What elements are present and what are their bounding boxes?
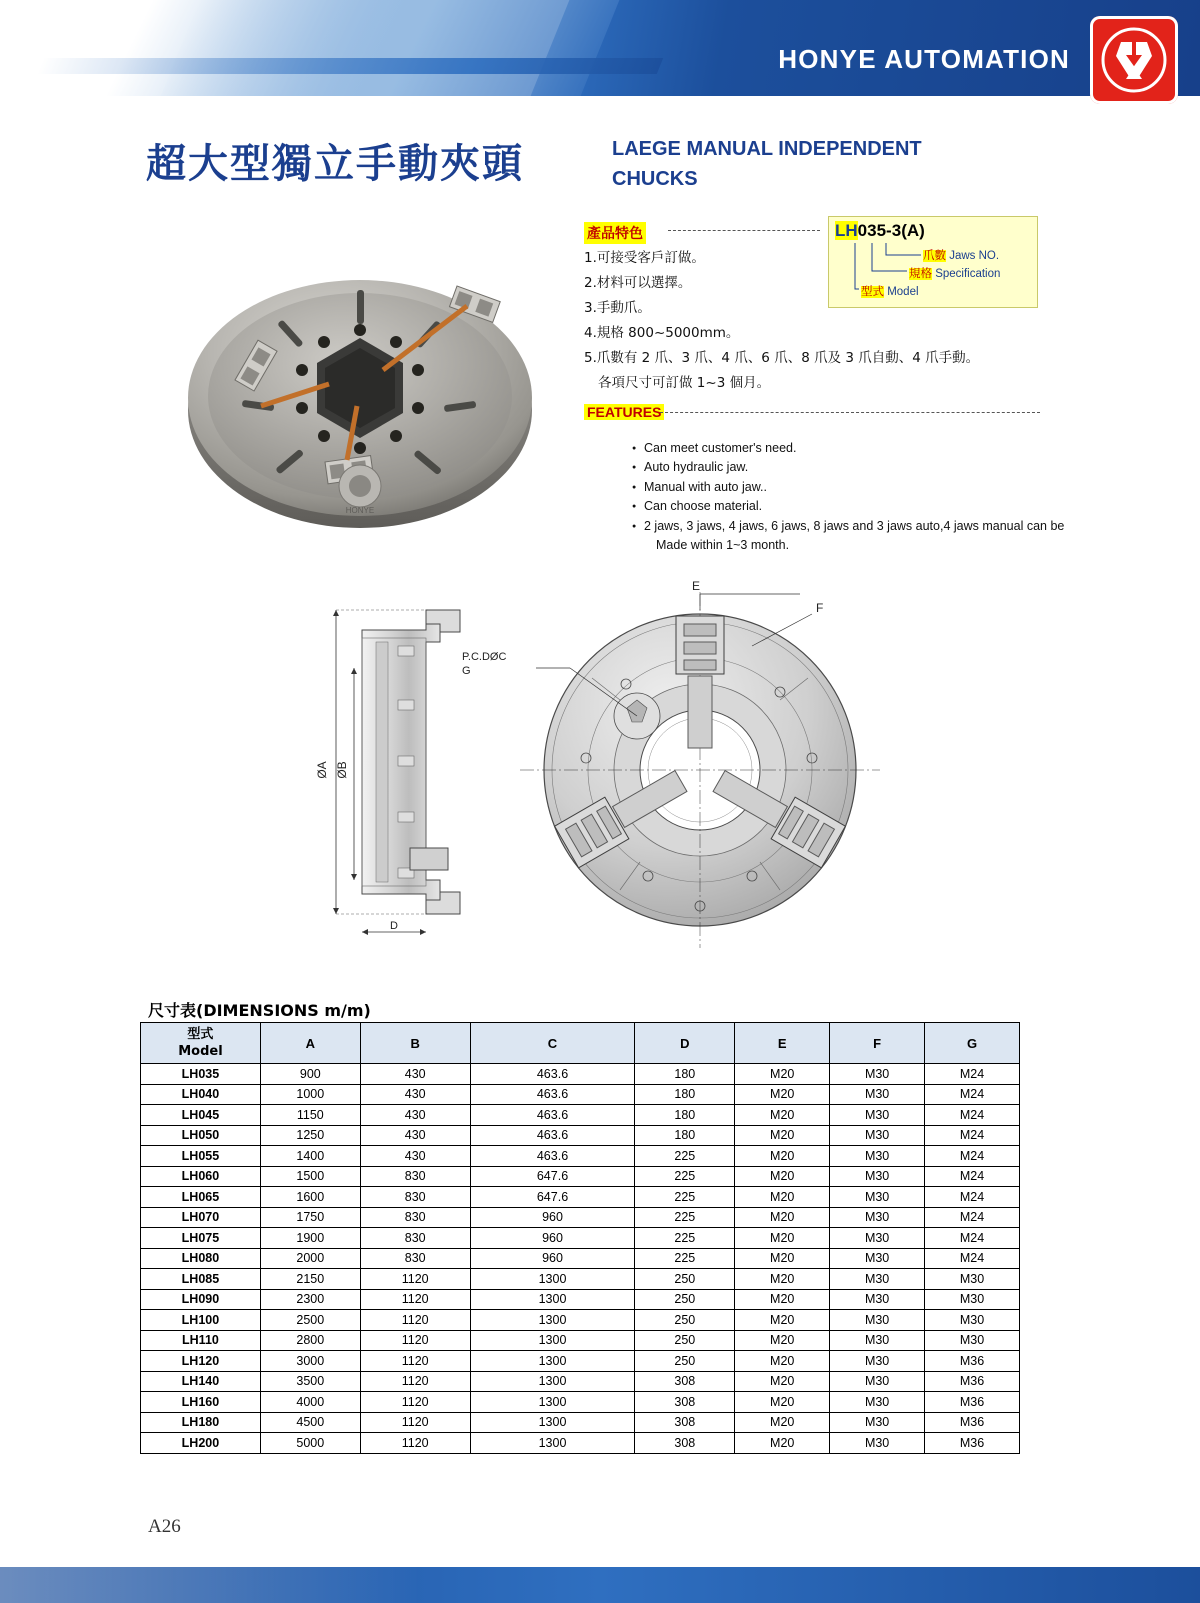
svg-text:F: F: [816, 601, 824, 615]
cell-g: M24: [925, 1228, 1020, 1249]
cell-e: M20: [735, 1146, 830, 1167]
cell-g: M24: [925, 1105, 1020, 1126]
cell-a: 2150: [260, 1269, 360, 1290]
callout-row-jaws: [923, 247, 999, 263]
table-row: [141, 1269, 1020, 1290]
table-header-row: [141, 1023, 1020, 1064]
product-photo: [175, 230, 545, 540]
cell-b: 430: [360, 1146, 470, 1167]
callout-row-spec-en: Specification: [935, 268, 1001, 280]
cell-d: 250: [635, 1330, 735, 1351]
page-title-english: [612, 134, 1032, 194]
cell-g: M36: [925, 1433, 1020, 1454]
cell-f: M30: [830, 1125, 925, 1146]
cell-b: 1120: [360, 1433, 470, 1454]
cell-g: M24: [925, 1207, 1020, 1228]
cell-e: M20: [735, 1064, 830, 1085]
cell-a: 1400: [260, 1146, 360, 1167]
cell-e: M20: [735, 1269, 830, 1290]
cell-b: 1120: [360, 1310, 470, 1331]
cell-g: M24: [925, 1064, 1020, 1085]
cell-f: M30: [830, 1187, 925, 1208]
cell-d: 308: [635, 1412, 735, 1433]
page-title-english-line2: CHUCKS: [612, 168, 698, 190]
features-list-english: [592, 439, 1082, 556]
cell-g: M30: [925, 1330, 1020, 1351]
feature-en-5: ● 2 jaws, 3 jaws, 4 jaws, 6 jaws, 8 jaws and 3 jaws auto,4 jaws manual can be: [632, 517, 1082, 537]
svg-text:P.C.DØC: P.C.DØC: [462, 651, 507, 663]
dimensions-table-title: 尺寸表(DIMENSIONS m/m): [148, 1001, 371, 1020]
model-code-spec: 035: [857, 221, 887, 240]
cell-f: M30: [830, 1228, 925, 1249]
cell-e: M20: [735, 1412, 830, 1433]
table-row: [141, 1310, 1020, 1331]
table-header-g: G: [925, 1023, 1020, 1064]
callout-row-spec: [909, 265, 1000, 281]
cell-g: M30: [925, 1289, 1020, 1310]
cell-c: 1300: [470, 1412, 635, 1433]
table-row: [141, 1371, 1020, 1392]
feature-en-5-cont: Made within 1~3 month.: [656, 538, 790, 552]
table-row: [141, 1146, 1020, 1167]
cell-e: M20: [735, 1125, 830, 1146]
svg-text:HONYE: HONYE: [345, 506, 375, 515]
table-row: [141, 1187, 1020, 1208]
side-view-drawing: [315, 610, 460, 935]
feature-cn-5: 5.爪數有 2 爪、3 爪、4 爪、6 爪、8 爪及 3 爪自動、4 爪手動。: [584, 350, 980, 366]
cell-b: 830: [360, 1228, 470, 1249]
cell-g: M36: [925, 1412, 1020, 1433]
cell-c: 463.6: [470, 1084, 635, 1105]
cell-f: M30: [830, 1166, 925, 1187]
cell-c: 1300: [470, 1330, 635, 1351]
cell-model: LH075: [141, 1228, 261, 1249]
cell-e: M20: [735, 1330, 830, 1351]
cell-d: 180: [635, 1064, 735, 1085]
footer-band: [0, 1567, 1200, 1603]
cell-d: 308: [635, 1433, 735, 1454]
cell-g: M36: [925, 1371, 1020, 1392]
cell-a: 1600: [260, 1187, 360, 1208]
dimensions-table: [140, 1022, 1020, 1454]
cell-model: LH070: [141, 1207, 261, 1228]
model-code-jaws: 3: [891, 221, 902, 240]
features-dash-english: [660, 412, 1040, 413]
cell-c: 647.6: [470, 1187, 635, 1208]
model-code-suffix: (A): [901, 221, 925, 240]
cell-model: LH090: [141, 1289, 261, 1310]
cell-b: 1120: [360, 1289, 470, 1310]
cell-c: 647.6: [470, 1166, 635, 1187]
cell-model: LH200: [141, 1433, 261, 1454]
cell-a: 4500: [260, 1412, 360, 1433]
cell-f: M30: [830, 1392, 925, 1413]
honye-logo-icon: [1090, 16, 1178, 104]
cell-f: M30: [830, 1412, 925, 1433]
cell-b: 430: [360, 1105, 470, 1126]
cell-f: M30: [830, 1289, 925, 1310]
technical-drawings: [140, 580, 1060, 960]
table-row: [141, 1228, 1020, 1249]
cell-model: LH085: [141, 1269, 261, 1290]
cell-d: 225: [635, 1146, 735, 1167]
table-row: [141, 1433, 1020, 1454]
table-row: [141, 1289, 1020, 1310]
cell-g: M24: [925, 1166, 1020, 1187]
table-header-e: E: [735, 1023, 830, 1064]
cell-g: M36: [925, 1392, 1020, 1413]
feature-en-2: ● Auto hydraulic jaw.: [632, 458, 1082, 478]
callout-row-model-cn: 型式: [861, 286, 884, 298]
table-row: [141, 1105, 1020, 1126]
model-code-prefix: LH: [835, 221, 858, 240]
cell-d: 250: [635, 1269, 735, 1290]
cell-a: 900: [260, 1064, 360, 1085]
feature-cn-5-cont: 各項尺寸可訂做 1~3 個月。: [598, 375, 771, 391]
cell-model: LH040: [141, 1084, 261, 1105]
table-row: [141, 1064, 1020, 1085]
cell-a: 4000: [260, 1392, 360, 1413]
cell-b: 830: [360, 1207, 470, 1228]
cell-d: 180: [635, 1084, 735, 1105]
cell-d: 180: [635, 1105, 735, 1126]
cell-a: 3000: [260, 1351, 360, 1372]
cell-d: 180: [635, 1125, 735, 1146]
cell-d: 225: [635, 1248, 735, 1269]
cell-g: M24: [925, 1125, 1020, 1146]
cell-a: 2300: [260, 1289, 360, 1310]
table-row: [141, 1207, 1020, 1228]
model-code-dash: -: [886, 221, 892, 240]
cell-model: LH060: [141, 1166, 261, 1187]
table-row: [141, 1330, 1020, 1351]
cell-b: 830: [360, 1248, 470, 1269]
table-header-f: F: [830, 1023, 925, 1064]
cell-b: 830: [360, 1166, 470, 1187]
cell-c: 960: [470, 1248, 635, 1269]
cell-c: 1300: [470, 1310, 635, 1331]
cell-g: M24: [925, 1187, 1020, 1208]
cell-model: LH035: [141, 1064, 261, 1085]
feature-cn-4: 4.規格 800~5000mm。: [584, 325, 740, 341]
cell-model: LH050: [141, 1125, 261, 1146]
cell-g: M24: [925, 1084, 1020, 1105]
cell-a: 2800: [260, 1330, 360, 1351]
cell-c: 960: [470, 1228, 635, 1249]
cell-f: M30: [830, 1310, 925, 1331]
cell-g: M24: [925, 1248, 1020, 1269]
cell-d: 225: [635, 1166, 735, 1187]
cell-c: 1300: [470, 1269, 635, 1290]
cell-a: 1250: [260, 1125, 360, 1146]
cell-e: M20: [735, 1310, 830, 1331]
cell-b: 430: [360, 1064, 470, 1085]
cell-c: 1300: [470, 1433, 635, 1454]
page-title-chinese: 超大型獨立手動夾頭: [146, 141, 524, 187]
cell-e: M20: [735, 1228, 830, 1249]
table-header-model-en: Model: [178, 1044, 223, 1059]
cell-e: M20: [735, 1084, 830, 1105]
cell-model: LH160: [141, 1392, 261, 1413]
cell-model: LH045: [141, 1105, 261, 1126]
cell-g: M36: [925, 1351, 1020, 1372]
cell-f: M30: [830, 1105, 925, 1126]
table-header-model: [141, 1023, 261, 1064]
cell-c: 463.6: [470, 1105, 635, 1126]
table-header-model-cn: 型式: [187, 1027, 214, 1042]
cell-e: M20: [735, 1207, 830, 1228]
callout-row-jaws-en: Jaws NO.: [949, 250, 1000, 262]
cell-d: 308: [635, 1371, 735, 1392]
cell-c: 463.6: [470, 1146, 635, 1167]
cell-a: 2000: [260, 1248, 360, 1269]
cell-c: 1300: [470, 1392, 635, 1413]
svg-text:ØB: ØB: [335, 761, 349, 779]
cell-d: 225: [635, 1228, 735, 1249]
cell-e: M20: [735, 1392, 830, 1413]
cell-c: 1300: [470, 1351, 635, 1372]
cell-f: M30: [830, 1207, 925, 1228]
cell-a: 5000: [260, 1433, 360, 1454]
callout-row-jaws-cn: 爪數: [923, 250, 946, 262]
cell-f: M30: [830, 1064, 925, 1085]
cell-b: 1120: [360, 1392, 470, 1413]
cell-model: LH100: [141, 1310, 261, 1331]
svg-text:G: G: [462, 665, 471, 677]
cell-d: 225: [635, 1187, 735, 1208]
page-header: [0, 0, 1200, 110]
table-row: [141, 1166, 1020, 1187]
cell-g: M24: [925, 1146, 1020, 1167]
model-code-callout: [828, 216, 1038, 308]
cell-c: 463.6: [470, 1125, 635, 1146]
svg-text:D: D: [390, 920, 398, 932]
cell-b: 1120: [360, 1412, 470, 1433]
cell-a: 1000: [260, 1084, 360, 1105]
cell-b: 1120: [360, 1371, 470, 1392]
cell-model: LH055: [141, 1146, 261, 1167]
table-header-a: A: [260, 1023, 360, 1064]
page-number: A26: [148, 1516, 181, 1537]
table-row: [141, 1248, 1020, 1269]
cell-c: 463.6: [470, 1064, 635, 1085]
cell-b: 1120: [360, 1330, 470, 1351]
cell-c: 1300: [470, 1371, 635, 1392]
cell-c: 960: [470, 1207, 635, 1228]
svg-text:ØA: ØA: [315, 761, 329, 779]
cell-model: LH180: [141, 1412, 261, 1433]
cell-model: LH110: [141, 1330, 261, 1351]
cell-e: M20: [735, 1289, 830, 1310]
features-label-chinese: 產品特色: [584, 222, 646, 244]
cell-a: 1150: [260, 1105, 360, 1126]
cell-f: M30: [830, 1248, 925, 1269]
features-label-english: FEATURES: [584, 404, 664, 420]
cell-f: M30: [830, 1084, 925, 1105]
cell-g: M30: [925, 1269, 1020, 1290]
cell-b: 430: [360, 1125, 470, 1146]
cell-e: M20: [735, 1105, 830, 1126]
cell-d: 250: [635, 1351, 735, 1372]
feature-en-1: ● Can meet customer's need.: [632, 439, 1082, 459]
cell-a: 1900: [260, 1228, 360, 1249]
cell-f: M30: [830, 1269, 925, 1290]
cell-d: 250: [635, 1289, 735, 1310]
cell-model: LH140: [141, 1371, 261, 1392]
company-name: HONYE AUTOMATION: [778, 44, 1070, 74]
svg-text:E: E: [692, 580, 701, 593]
feature-en-4: ● Can choose material.: [632, 497, 1082, 517]
cell-a: 1750: [260, 1207, 360, 1228]
cell-e: M20: [735, 1187, 830, 1208]
feature-cn-1: 1.可接受客戶訂做。: [584, 250, 705, 266]
table-header-c: C: [470, 1023, 635, 1064]
cell-a: 3500: [260, 1371, 360, 1392]
table-row: [141, 1351, 1020, 1372]
table-row: [141, 1392, 1020, 1413]
cell-f: M30: [830, 1371, 925, 1392]
cell-e: M20: [735, 1433, 830, 1454]
table-row: [141, 1084, 1020, 1105]
front-view-drawing: [462, 580, 880, 948]
cell-b: 830: [360, 1187, 470, 1208]
table-row: [141, 1125, 1020, 1146]
table-row: [141, 1412, 1020, 1433]
page-title-english-line1: LAEGE MANUAL INDEPENDENT: [612, 138, 922, 160]
cell-f: M30: [830, 1433, 925, 1454]
feature-en-3: ● Manual with auto jaw..: [632, 478, 1082, 498]
feature-cn-3: 3.手動爪。: [584, 300, 651, 316]
callout-row-spec-cn: 規格: [909, 268, 932, 280]
callout-row-model-en: Model: [887, 286, 919, 298]
cell-a: 1500: [260, 1166, 360, 1187]
header-stripe-thin: [37, 58, 663, 74]
cell-d: 250: [635, 1310, 735, 1331]
cell-model: LH065: [141, 1187, 261, 1208]
cell-b: 430: [360, 1084, 470, 1105]
cell-e: M20: [735, 1371, 830, 1392]
cell-a: 2500: [260, 1310, 360, 1331]
cell-model: LH120: [141, 1351, 261, 1372]
callout-row-model: [861, 283, 919, 299]
cell-d: 308: [635, 1392, 735, 1413]
cell-g: M30: [925, 1310, 1020, 1331]
cell-e: M20: [735, 1166, 830, 1187]
header-stripe-blue: [161, 0, 620, 96]
cell-e: M20: [735, 1351, 830, 1372]
table-header-d: D: [635, 1023, 735, 1064]
cell-f: M30: [830, 1330, 925, 1351]
feature-cn-2: 2.材料可以選擇。: [584, 275, 692, 291]
cell-b: 1120: [360, 1269, 470, 1290]
cell-model: LH080: [141, 1248, 261, 1269]
cell-c: 1300: [470, 1289, 635, 1310]
cell-f: M30: [830, 1351, 925, 1372]
cell-d: 225: [635, 1207, 735, 1228]
table-header-b: B: [360, 1023, 470, 1064]
features-dash-chinese: [668, 230, 820, 231]
cell-b: 1120: [360, 1351, 470, 1372]
cell-f: M30: [830, 1146, 925, 1167]
cell-e: M20: [735, 1248, 830, 1269]
